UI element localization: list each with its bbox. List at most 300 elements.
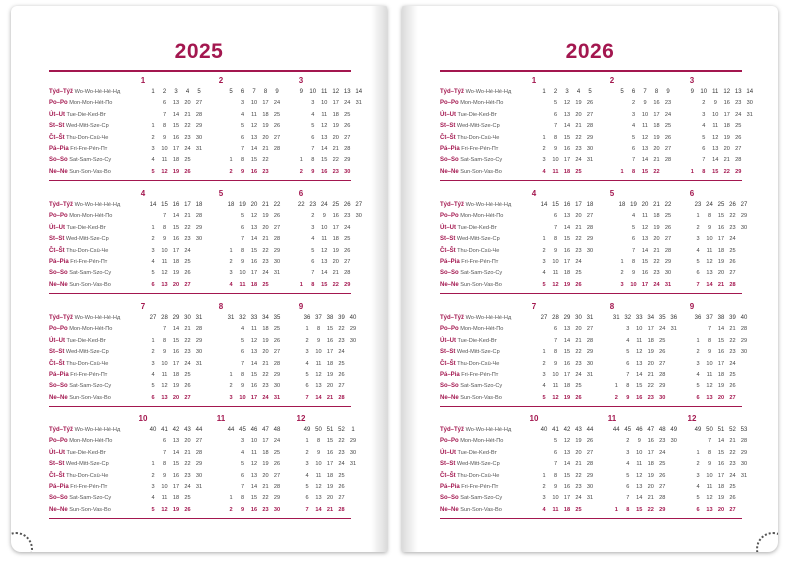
date-cell: 13 [563,326,571,333]
date-cell: 12 [706,383,713,390]
week-number: 43 [575,427,582,433]
week-number: 9 [299,89,303,95]
week-number: 28 [552,315,559,321]
day-label-abbr: St–St [440,123,456,130]
week-number: 34 [647,315,655,321]
date-cell: 30 [195,134,203,141]
week-number: 1 [542,89,546,95]
date-cell: 15 [250,372,258,378]
date-cell: 27 [344,134,351,141]
date-cell: 28 [659,372,666,378]
date-cell: 3 [696,472,700,479]
date-cell: 7 [553,461,558,468]
date-cell: 3 [240,438,245,445]
month-name: 3 [689,76,695,85]
day-label-translations: Wed-Mitt-Sze-Ср [455,236,500,243]
sunday-date: 20 [717,506,725,513]
day-label [49,168,111,176]
date-cell: 18 [262,326,269,333]
date-cell: 10 [161,484,168,490]
date-cell: 8 [707,213,712,220]
date-cell: 9 [162,236,167,243]
date-cell: 8 [162,337,167,344]
date-cell: 21 [184,213,191,220]
date-cell: 30 [670,438,677,445]
date-cell: 18 [647,337,654,344]
date-cell: 1 [542,349,546,356]
date-cell: 22 [575,472,582,479]
day-label [440,337,497,345]
date-cell: 18 [563,270,571,277]
date-cell: 2 [542,247,546,254]
week-number: 10 [309,89,317,95]
week-number: 32 [239,315,246,321]
date-cell: 20 [262,224,269,231]
week-number: 9 [690,89,694,95]
sunday-date: 23 [332,168,339,175]
month-name: 10 [138,414,148,423]
date-cell: 9 [316,337,321,344]
date-cell: 3 [229,270,233,277]
date-cell: 5 [240,213,245,220]
day-label [440,281,502,289]
day-label [440,360,499,368]
date-cell: 14 [563,461,571,468]
day-label-translations: Wo-Wo-Hé-Hé-Hд [73,427,121,433]
week-number: 2 [162,89,167,95]
day-label [440,382,502,390]
date-cell: 28 [195,326,203,333]
date-cell: 16 [563,247,571,254]
week-number: 51 [717,427,725,433]
date-cell: 25 [273,111,281,118]
date-cell: 24 [338,461,345,468]
day-label [49,111,106,119]
date-cell: 18 [647,461,654,468]
date-cell: 20 [262,349,269,356]
date-cell: 23 [729,224,736,231]
day-label [49,212,112,220]
date-cell: 17 [717,236,725,243]
date-cell: 2 [620,270,624,277]
date-cell: 26 [273,337,281,344]
date-cell: 26 [273,213,281,220]
day-label-abbr: Pá–Pia [49,259,69,265]
day-label-translations: Thu-Don-Csü-Чe [64,247,109,254]
date-cell: 10 [552,372,559,378]
left-page [11,6,387,552]
date-cell: 23 [338,449,345,456]
date-cell: 1 [696,213,700,220]
date-cell: 8 [553,134,558,141]
date-cell: 10 [315,461,322,468]
day-label [440,483,498,491]
date-cell: 8 [311,157,315,164]
date-cell: 12 [161,383,168,390]
date-cell: 10 [641,111,649,118]
date-cell: 29 [664,259,672,265]
date-cell: 12 [321,123,328,130]
date-cell: 25 [575,270,582,277]
day-label-abbr: So–So [49,383,68,390]
week-number: 40 [349,315,357,321]
date-cell: 27 [586,111,594,118]
date-cell: 20 [575,449,582,456]
date-cell: 8 [240,247,245,254]
day-label-abbr: Út–Ut [440,224,456,231]
week-number: 17 [184,202,191,208]
date-cell: 23 [729,461,736,468]
date-cell: 7 [631,157,636,164]
date-cell: 2 [696,461,700,468]
day-label-abbr: Týd–Týž [440,315,465,321]
date-cell: 10 [552,157,559,164]
week-number: 48 [273,427,281,433]
date-cell: 14 [172,449,180,456]
week-number: 3 [565,89,569,95]
week-number: 31 [227,315,235,321]
day-label-abbr: Týd–Týž [49,202,74,208]
month-name: 10 [529,414,539,423]
date-cell: 17 [723,111,730,118]
quarter-separator [49,518,351,519]
date-cell: 5 [240,337,245,344]
day-label-translations: Tue-Die-Ked-Вт [65,224,106,231]
day-label-translations: Mon-Mon-Hét-По [458,438,504,445]
date-cell: 31 [195,146,203,152]
date-cell: 18 [717,247,725,254]
date-cell: 30 [746,100,753,107]
date-cell: 15 [563,134,571,141]
date-cell: 1 [542,134,546,141]
date-cell: 11 [315,472,322,479]
date-cell: 11 [321,111,328,118]
date-cell: 5 [553,438,558,445]
day-label [49,122,109,130]
date-cell: 28 [740,326,748,333]
date-cell: 23 [575,146,582,152]
date-cell: 18 [653,123,660,130]
date-cell: 7 [311,146,315,152]
month-name: 3 [298,76,304,85]
date-cell: 18 [172,495,180,502]
date-cell: 4 [696,484,700,490]
day-label-translations: Sat-Sam-Szo-Су [67,157,112,164]
date-cell: 24 [575,157,582,164]
date-cell: 24 [575,372,582,378]
date-cell: 31 [670,326,677,333]
week-number: 9 [275,89,279,95]
day-label [49,134,108,142]
date-cell: 14 [172,111,180,118]
sunday-date: 16 [250,168,258,175]
day-label-translations: Tue-Die-Ked-Вт [65,111,106,118]
date-cell: 17 [332,100,339,107]
date-cell: 6 [631,236,636,243]
date-cell: 22 [184,123,191,130]
date-cell: 15 [172,224,180,231]
date-cell: 29 [344,157,351,164]
date-cell: 4 [151,372,155,378]
month-name: 5 [218,189,224,198]
sunday-date: 6 [696,394,700,401]
week-number: 15 [161,202,168,208]
date-cell: 15 [172,123,180,130]
sunday-date: 7 [305,506,309,513]
week-number: 26 [343,202,351,208]
date-cell: 16 [653,100,660,107]
month-name: 2 [609,76,615,85]
day-label [49,460,109,468]
day-label [440,348,500,356]
date-cell: 24 [184,247,191,254]
date-cell: 28 [195,111,203,118]
date-cell: 23 [664,100,672,107]
date-cell: 20 [184,438,191,445]
date-cell: 29 [740,213,748,220]
date-cell: 1 [229,372,233,378]
day-label-translations: Fri-Fre-Pén-Пт [459,372,499,378]
day-label-abbr: Pá–Pia [440,484,460,490]
date-cell: 3 [151,360,155,367]
date-cell: 2 [311,213,315,220]
date-cell: 19 [575,100,582,107]
day-label [440,472,499,480]
week-number: 9 [666,89,670,95]
sunday-date: 18 [563,506,571,513]
date-cell: 29 [740,449,748,456]
week-number: 22 [273,202,281,208]
date-cell: 13 [636,360,643,367]
date-cell: 21 [653,247,660,254]
date-cell: 7 [311,270,315,277]
date-cell: 10 [161,247,168,254]
week-number: 51 [326,427,334,433]
date-cell: 30 [586,484,594,490]
date-cell: 2 [696,349,700,356]
date-cell: 15 [717,449,725,456]
date-cell: 22 [653,259,660,265]
sunday-date: 20 [172,281,180,288]
date-cell: 26 [344,247,351,254]
day-label-translations: Fri-Fre-Pén-Пт [459,146,499,152]
date-cell: 8 [631,259,636,265]
day-label [49,506,111,514]
week-number: 10 [700,89,708,95]
day-label-abbr: Pá–Pia [440,259,460,265]
day-label-abbr: St–St [49,461,65,468]
week-number: 44 [227,427,235,433]
day-label-translations: Sun-Son-Vas-Bo [67,394,111,401]
day-label [49,224,106,232]
date-cell: 2 [305,337,309,344]
day-label [440,494,502,502]
week-number: 37 [315,315,322,321]
day-label-translations: Fri-Fre-Pén-Пт [459,484,499,490]
date-cell: 30 [195,472,203,479]
date-cell: 27 [735,146,742,152]
date-cell: 28 [586,337,594,344]
date-cell: 7 [162,449,167,456]
date-cell: 19 [723,134,730,141]
day-label-abbr: So–So [440,270,459,277]
week-number: 40 [540,427,548,433]
date-cell: 27 [273,134,281,141]
sunday-date: 4 [542,506,546,513]
day-label [440,99,503,107]
week-number: 40 [740,315,748,321]
gutter-shadow [371,6,387,552]
date-cell: 9 [707,461,712,468]
day-label-translations: Mon-Mon-Hét-По [458,326,504,333]
date-cell: 14 [321,270,328,277]
day-label [440,201,511,209]
week-number: 37 [706,315,713,321]
date-cell: 16 [717,224,725,231]
week-number: 30 [184,315,191,321]
date-cell: 6 [311,134,315,141]
date-cell: 30 [273,259,281,265]
date-cell: 5 [311,123,315,130]
date-cell: 29 [349,438,357,445]
sunday-date: 12 [552,394,559,401]
day-label-translations: Sun-Son-Vas-Bo [458,394,502,401]
date-cell: 6 [240,349,245,356]
sunday-date: 9 [240,506,245,513]
date-cell: 19 [575,438,582,445]
day-label-translations: Wo-Wo-Hé-Hé-Hд [464,89,512,95]
date-cell: 8 [553,472,558,479]
date-cell: 24 [184,360,191,367]
date-cell: 9 [240,259,245,265]
day-label-translations: Sat-Sam-Szo-Су [458,270,503,277]
date-cell: 29 [195,337,203,344]
day-label [49,247,108,255]
sunday-date: 1 [620,168,624,175]
week-number: 31 [612,315,620,321]
week-number: 19 [630,202,637,208]
date-cell: 8 [240,157,245,164]
date-cell: 13 [636,484,643,490]
date-cell: 20 [332,134,339,141]
day-label-abbr: Pá–Pia [440,372,460,378]
date-cell: 24 [729,360,736,367]
date-cell: 10 [636,449,643,456]
day-label-abbr: Pá–Pia [440,146,460,152]
date-cell: 18 [717,372,725,378]
day-label [440,371,498,379]
date-cell: 12 [250,461,258,468]
sunday-date: 2 [614,394,618,401]
day-label [440,437,503,445]
date-cell: 18 [326,472,334,479]
date-cell: 16 [563,146,571,152]
day-label [49,337,106,345]
date-cell: 6 [240,472,245,479]
day-label-abbr: Ne–Ne [440,168,459,175]
date-cell: 12 [706,495,713,502]
week-number: 33 [250,315,258,321]
corner-dots-decoration [756,532,778,552]
day-label [440,325,503,333]
week-number: 52 [338,427,345,433]
day-label-abbr: Po–Po [440,326,459,333]
date-cell: 21 [262,360,269,367]
date-cell: 30 [740,349,748,356]
date-cell: 19 [647,349,654,356]
date-cell: 19 [172,270,180,277]
date-cell: 10 [250,100,258,107]
date-cell: 7 [240,360,245,367]
date-cell: 17 [563,372,571,378]
date-cell: 15 [717,337,725,344]
date-cell: 11 [642,213,648,220]
date-cell: 23 [262,383,269,390]
date-cell: 31 [586,372,594,378]
date-cell: 14 [636,495,643,502]
date-cell: 26 [273,123,281,130]
date-cell: 13 [315,495,322,502]
day-label [49,348,109,356]
date-cell: 21 [729,438,736,445]
date-cell: 27 [659,360,666,367]
sunday-date: 10 [239,394,246,401]
date-cell: 29 [195,123,203,130]
day-label [49,325,112,333]
week-number: 1 [151,89,155,95]
day-label-translations: Thu-Don-Csü-Чe [455,360,500,367]
date-cell: 12 [315,372,322,378]
date-cell: 14 [563,123,571,130]
date-cell: 25 [729,372,736,378]
date-cell: 3 [702,111,706,118]
date-cell: 22 [338,438,345,445]
week-number: 6 [631,89,636,95]
date-cell: 11 [552,270,559,277]
date-cell: 7 [553,337,558,344]
date-cell: 11 [161,372,168,378]
month-name: 6 [298,189,304,198]
month-name: 5 [609,189,615,198]
month-name: 8 [609,302,615,311]
date-cell: 2 [305,449,309,456]
date-cell: 27 [664,236,672,243]
date-cell: 25 [735,123,742,130]
day-label-translations: Mon-Mon-Hét-По [67,213,113,220]
date-cell: 29 [273,247,281,254]
date-cell: 30 [664,270,672,277]
week-number: 14 [540,202,548,208]
date-cell: 20 [326,383,334,390]
date-cell: 3 [542,259,546,265]
date-cell: 18 [653,213,660,220]
sunday-date: 20 [172,394,180,401]
date-cell: 6 [305,495,309,502]
day-label-translations: Wo-Wo-Hé-Hé-Hд [73,202,121,208]
day-label [49,483,107,491]
date-cell: 17 [563,157,571,164]
day-label-abbr: Pá–Pia [49,146,69,152]
sunday-date: 15 [321,281,328,288]
date-cell: 7 [631,247,636,254]
date-cell: 30 [586,247,594,254]
sunday-date: 29 [344,281,351,288]
day-label [49,99,112,107]
sunday-date: 19 [172,168,180,175]
week-number: 7 [252,89,256,95]
sunday-date: 8 [631,168,636,175]
date-cell: 11 [706,372,713,378]
